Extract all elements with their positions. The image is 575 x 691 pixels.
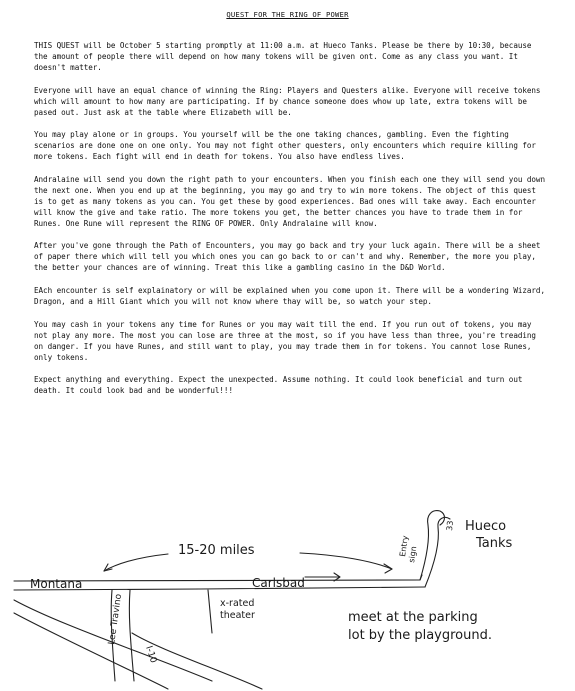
paragraph-expect-anything: Expect anything and everything. Expect the unexpected. Assume nothing. It could look beneficial and turn out death. It could look bad and be wonderful!!! — [34, 375, 523, 396]
carlsbad-label: Carlsbad — [252, 576, 305, 590]
paragraph-cash-in-tokens: You may cash in your tokens any time for Runes or you may wait till the end. If you run out of tokens, you may not play any more. The most you can lose are three at the most, so if you have less than three, you're treading on danger. If you have Runes, and still want to play, you may trade them in for tokens. You cannot lose Runes, only tokens. — [34, 319, 536, 362]
distance-arrow-right — [300, 553, 392, 569]
document-body — [34, 40, 546, 408]
entry-sign-label-line1: Entry — [398, 534, 410, 558]
document-title: QUEST FOR THE RING OF POWER — [226, 10, 349, 19]
i10-label: I-10 — [143, 644, 159, 665]
paragraph-equal-chance: Everyone will have an equal chance of winning the Ring: Players and Questers alike. Everyone will receive tokens which will amount to how many are participating. If by chance someone does whow up late, extra tokens will be pased out. Just ask at the table where Elizabeth will be. — [34, 85, 541, 117]
theater-label-line1: x-rated — [220, 598, 255, 609]
paragraph-date-location: THIS QUEST will be October 5 starting promptly at 11:00 a.m. at Hueco Tanks. Please be there by 10:30, because the amount of people there will depend on how many tokens will be given ont. Come as any class you want. It doesn't matter. — [34, 41, 532, 72]
paragraph-play-alone: You may play alone or in groups. You yourself will be the one taking chances, gambling. Even the fighting scenarios are done one on one only. You may not fight other questers, only encounters which require killing for more tokens. Each fight will end in death for tokens. You also have endless lives. — [34, 130, 536, 162]
theater-divider — [208, 590, 212, 633]
theater-label-line2: theater — [220, 610, 255, 621]
paragraph-path-of-encounters: After you've gone through the Path of Encounters, you may go back and try your luck again. There will be a sheet of paper there which will tell you which ones you can go back to or can't and why. Remember, the more you play, the better your chances are of winning. Treat this like a gambling casino in the D&D World. — [34, 241, 541, 273]
meeting-note-line1: meet at the parking — [348, 610, 478, 625]
paragraph-encounters: Andralaine will send you down the right path to your encounters. When you finish each one they will send you down the next one. When you end up at the beginning, you may go and try to win more tokens. The object of this quest is to get as many tokens as you can. You get these by good experiences. Bad ones will take away. Each encounter will know the give and take ratio. The more tokens you get, the better chances you have to trade them in for Runes. One Rune will represent the RING OF POWER. Only Andralaine will know. — [34, 174, 545, 228]
arrowhead-right — [384, 564, 392, 573]
highway-number-label: 33 — [445, 520, 455, 532]
hand-drawn-map — [0, 505, 575, 691]
hueco-road-left — [420, 511, 445, 580]
distance-label: 15-20 miles — [178, 543, 255, 558]
meeting-note-line2: lot by the playground. — [348, 628, 492, 643]
distance-arrow-left — [104, 554, 168, 571]
hueco-label: Hueco — [465, 519, 507, 534]
montana-label: Montana — [30, 577, 83, 591]
paragraph-wandering-monsters: EAch encounter is self explainatory or will be explained when you come upon it. There will be a wondering Wizard, Dragon, and a Hill Giant which you will not know where thay will be, so watch your step. — [34, 285, 545, 306]
lee-trevino-label: Lee Travino — [107, 593, 125, 646]
lee-trevino-road-right — [129, 590, 134, 681]
entry-sign-label-line2: sign — [407, 545, 419, 564]
tanks-label: Tanks — [476, 536, 513, 551]
